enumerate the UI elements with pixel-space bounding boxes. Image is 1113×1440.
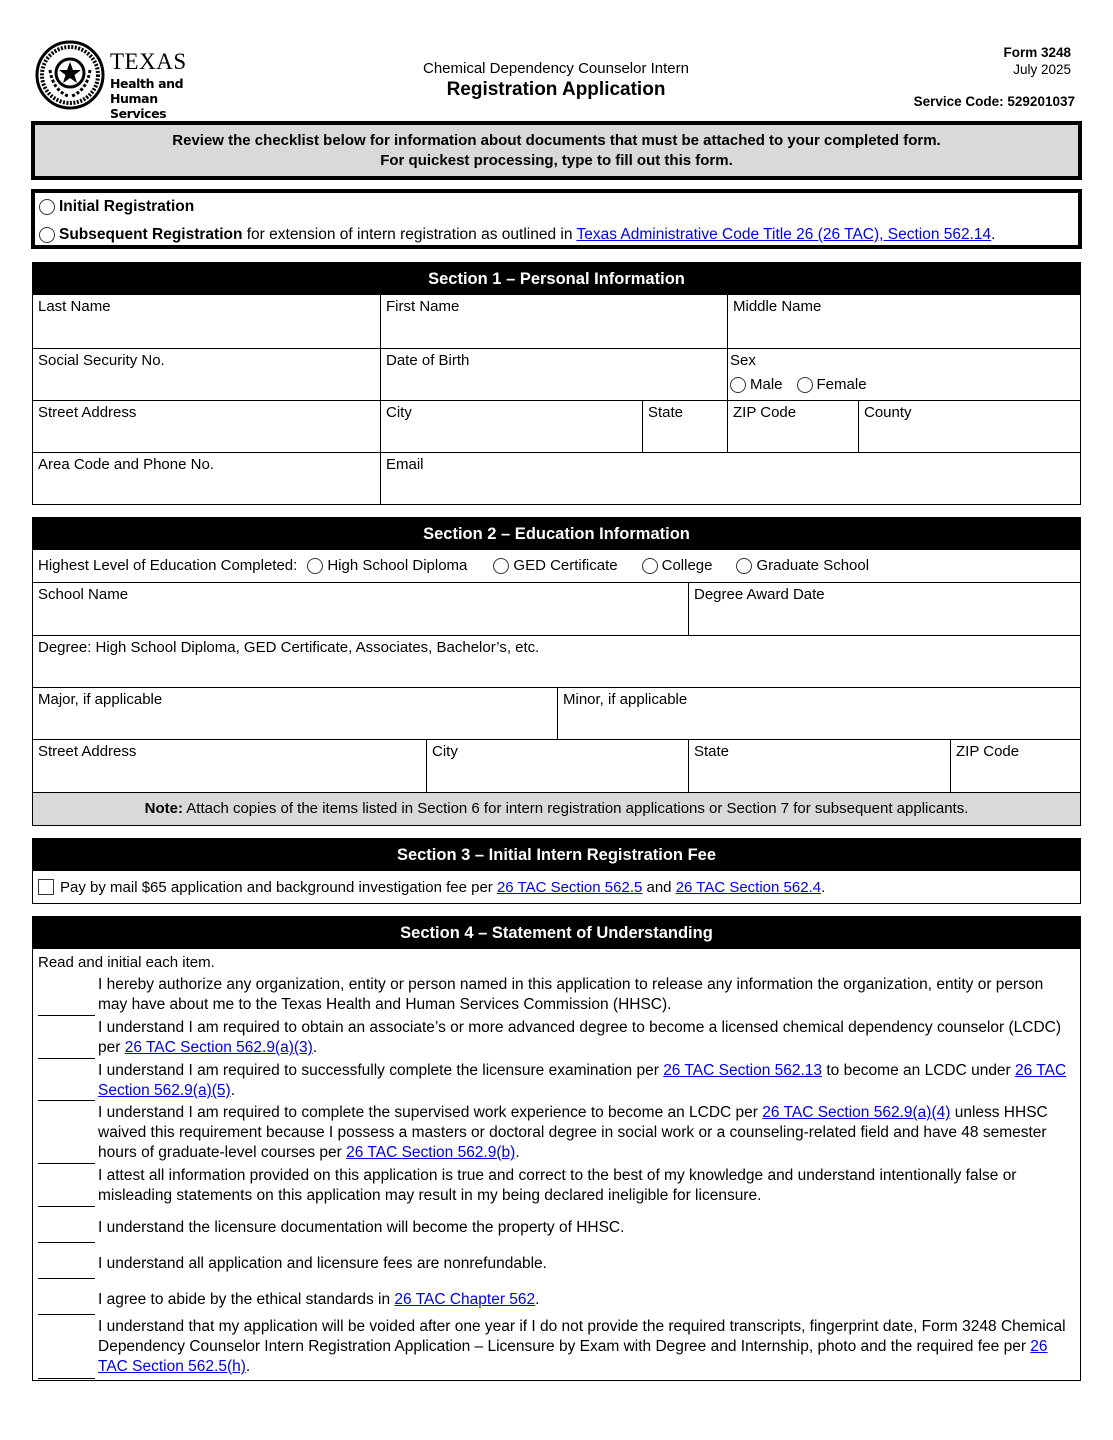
sex-male-radio[interactable] xyxy=(730,377,746,393)
tac-562-4-link[interactable]: 26 TAC Section 562.4 xyxy=(675,878,822,896)
section-2-education-info xyxy=(32,517,1081,826)
tac-562-9b-link[interactable]: 26 TAC Section 562.9(b) xyxy=(346,1144,516,1161)
email-field[interactable]: Email xyxy=(380,453,1080,504)
dob-field[interactable]: Date of Birth xyxy=(380,349,727,400)
section-1-header: Section 1 – Personal Information xyxy=(33,263,1080,295)
form-date: July 2025 xyxy=(1013,62,1071,77)
form-subtitle: Chemical Dependency Counselor Intern xyxy=(423,60,689,77)
tac-562-14-link[interactable]: Texas Administrative Code Title 26 (26 TAC), Section 562.14 xyxy=(576,226,992,243)
form-title: Registration Application xyxy=(446,79,666,100)
ged-radio[interactable] xyxy=(493,558,509,574)
zip-code-field[interactable]: ZIP Code xyxy=(727,401,858,452)
city-field[interactable]: City xyxy=(380,401,642,452)
school-zip-field[interactable]: ZIP Code xyxy=(950,740,1080,792)
section-3-fee xyxy=(32,838,1081,904)
hs-diploma-radio[interactable] xyxy=(307,558,323,574)
statement-item: I understand I am required to obtain an associate’s or more advanced degree to become a licensed chemical dependency counselor (LCDC) per 26 TAC Section 562.9(a)(3). xyxy=(33,1016,1080,1059)
section-3-header: Section 3 – Initial Intern Registration Fee xyxy=(33,839,1080,871)
school-name-field[interactable]: School Name xyxy=(38,586,129,603)
minor-field[interactable]: Minor, if applicable xyxy=(557,688,1080,739)
registration-type-box: Initial Registration Subsequent Registration for extension of intern registration as outlined in Texas Administrative Code Title 26 (26 TAC), Section 562.14. xyxy=(31,189,1082,249)
initial-registration-label: Initial Registration xyxy=(59,198,195,215)
statement-item: I hereby authorize any organization, entity or person named in this application to release any information the organization, entity or person may have about me to the Texas Health and Human Services Commission (HHSC). xyxy=(33,972,1080,1016)
statement-item: I attest all information provided on this application is true and correct to the best of my knowledge and understand intentionally false or misleading statements on this application may result in my being declared ineligible for licensure. xyxy=(33,1164,1080,1207)
section-2-header: Section 2 – Education Information xyxy=(33,518,1080,550)
form-number: Form 3248 xyxy=(1003,45,1071,60)
county-field[interactable]: County xyxy=(858,401,1080,452)
tac-562-13-link[interactable]: 26 TAC Section 562.13 xyxy=(663,1062,823,1079)
graduate-school-radio[interactable] xyxy=(736,558,752,574)
section-1-personal-info xyxy=(32,262,1081,505)
sex-field: Sex Male Female xyxy=(727,349,1080,400)
logo-texas: TEXAS xyxy=(110,49,187,74)
tac-562-9a3-link[interactable]: 26 TAC Section 562.9(a)(3) xyxy=(124,1039,313,1056)
sex-female-radio[interactable] xyxy=(797,377,813,393)
education-level-row: Highest Level of Education Completed: High School Diploma GED Certificate College Graduate School xyxy=(38,557,870,574)
statement-item: I understand that my application will be voided after one year if I do not provide the required transcripts, fingerprint date, Form 3248 Chemical Dependency Counselor Intern Registration Application – Licensure by Exam with Degree and Internship, photo and the required fee per 26 TAC Section 562.5(h). xyxy=(33,1315,1080,1379)
school-state-field[interactable]: State xyxy=(688,740,950,792)
statement-item: I understand all application and licensure fees are nonrefundable. xyxy=(33,1243,1080,1279)
ssn-field[interactable]: Social Security No. xyxy=(38,352,165,369)
major-field[interactable]: Major, if applicable xyxy=(38,691,163,708)
statement-item: I understand I am required to successfully complete the licensure examination per 26 TAC Section 562.13 to become an LCDC under 26 TAC Section 562.9(a)(5). xyxy=(33,1059,1080,1101)
logo-agency: Health and Human Services xyxy=(110,76,184,121)
section-2-note: Note: Attach copies of the items listed in Section 6 for intern registration applications or Section 7 for subsequent applicants. xyxy=(33,792,1080,825)
hhs-logo xyxy=(35,40,225,121)
street-address-field[interactable]: Street Address xyxy=(38,404,137,421)
degree-award-date-field[interactable]: Degree Award Date xyxy=(688,583,1080,635)
instructions-banner: Review the checklist below for information about documents that must be attached to your completed form. For quickest processing, type to fill out this form. xyxy=(31,121,1082,180)
first-name-field[interactable]: First Name xyxy=(380,295,727,348)
form-title-block xyxy=(380,60,732,102)
last-name-field[interactable]: Last Name xyxy=(38,298,111,315)
initials-line[interactable] xyxy=(38,1378,95,1379)
tac-562-9a4-link[interactable]: 26 TAC Section 562.9(a)(4) xyxy=(762,1104,951,1121)
tac-chapter-562-link[interactable]: 26 TAC Chapter 562 xyxy=(394,1291,536,1308)
tac-562-5-link[interactable]: 26 TAC Section 562.5 xyxy=(496,878,643,896)
school-city-field[interactable]: City xyxy=(426,740,688,792)
statement-item: I agree to abide by the ethical standards in 26 TAC Chapter 562. xyxy=(33,1279,1080,1315)
statement-item: I understand I am required to complete the supervised work experience to become an LCDC per 26 TAC Section 562.9(a)(4) unless HHSC waived this requirement because I possess a masters or doctoral degree in social work or a counseling-related field and have 48 semester hours of graduate-level courses per 26 TAC Section 562.9(b). xyxy=(33,1101,1080,1164)
tac-562-9a5-link[interactable]: 26 TAC Section 562.9(a)(5) xyxy=(98,1062,1067,1099)
statement-item: I understand the licensure documentation will become the property of HHSC. xyxy=(33,1207,1080,1243)
fee-text: Pay by mail $65 application and background investigation fee per 26 TAC Section 562.5 and 26 TAC Section 562.4. xyxy=(60,878,826,896)
initial-registration-radio[interactable] xyxy=(39,199,55,215)
college-radio[interactable] xyxy=(642,558,658,574)
service-code: Service Code: 529201037 xyxy=(913,94,1075,109)
section-4-header: Section 4 – Statement of Understanding xyxy=(33,917,1080,949)
middle-name-field[interactable]: Middle Name xyxy=(727,295,1080,348)
degree-field[interactable]: Degree: High School Diploma, GED Certificate, Associates, Bachelor’s, etc. xyxy=(38,639,540,656)
subsequent-registration-label: Subsequent Registration xyxy=(59,226,243,243)
subsequent-registration-radio[interactable] xyxy=(39,227,55,243)
phone-field[interactable]: Area Code and Phone No. xyxy=(38,456,214,473)
statement-intro: Read and initial each item. xyxy=(38,954,215,971)
form-number-block xyxy=(1003,44,1071,78)
texas-seal-icon xyxy=(35,40,105,110)
school-street-field[interactable]: Street Address xyxy=(38,743,137,760)
pay-by-mail-checkbox[interactable] xyxy=(38,879,54,895)
state-field[interactable]: State xyxy=(642,401,727,452)
section-4-statement xyxy=(32,916,1081,1381)
tac-562-5h-link[interactable]: 26 TAC Section 562.5(h) xyxy=(98,1338,1048,1375)
